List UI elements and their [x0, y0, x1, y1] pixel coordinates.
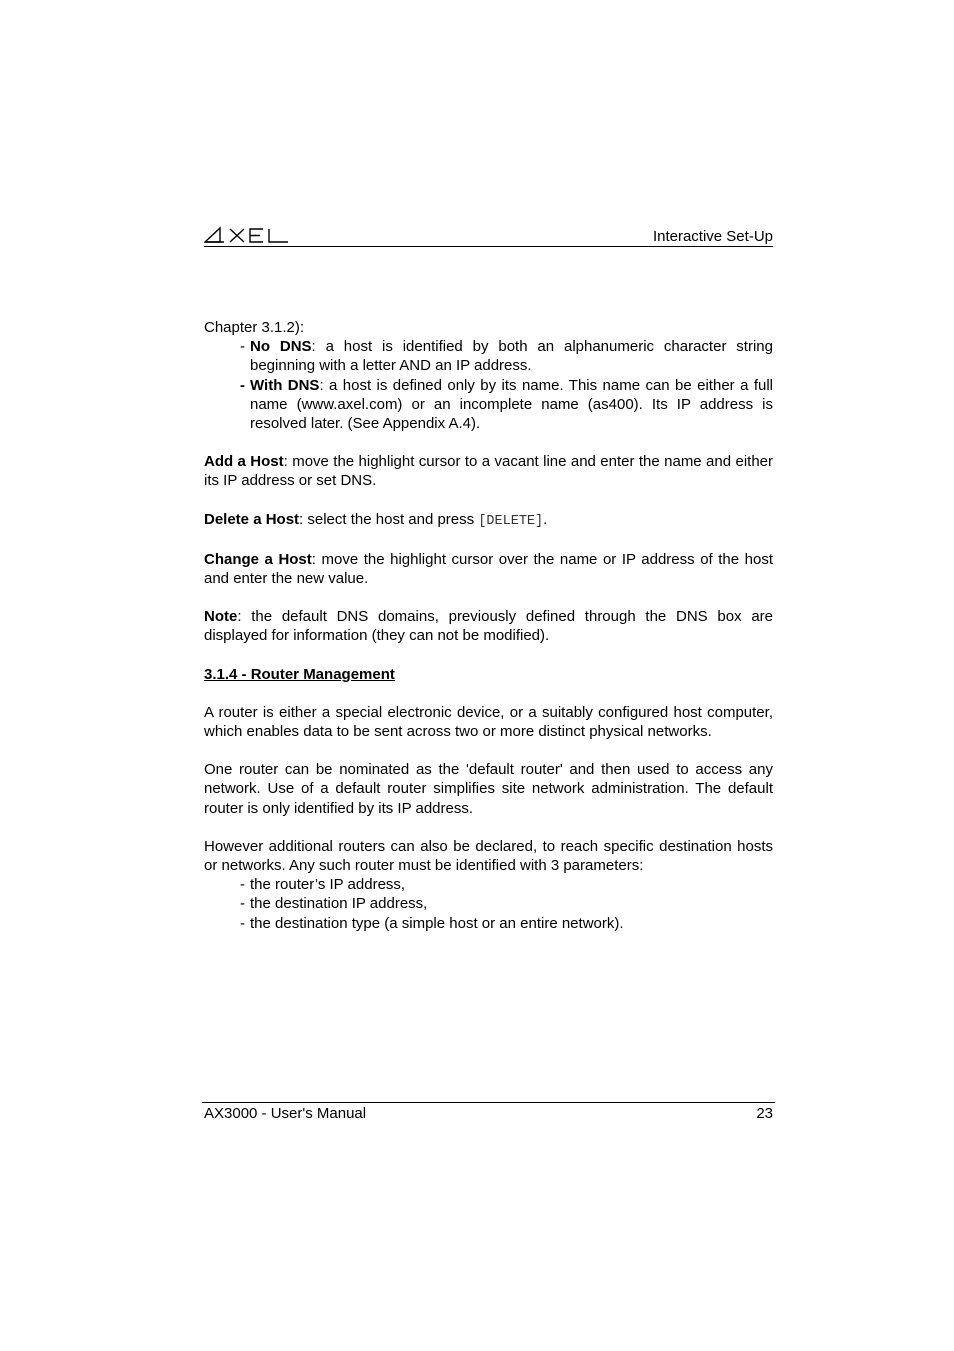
add-host-paragraph: Add a Host: move the highlight cursor to a vacant line and enter the name and either its IP address or set DNS. — [204, 453, 773, 490]
section-heading: 3.1.4 - Router Management — [204, 665, 395, 683]
page-number: 23 — [756, 1105, 773, 1122]
page-footer — [202, 1102, 775, 1125]
section-title: Interactive Set-Up — [652, 228, 773, 245]
list-item: - the destination type (a simple host or an entire network). — [240, 914, 624, 932]
additional-routers-paragraph: However additional routers can also be declared, to reach specific destination hosts or networks. Any such router must be identified with 3 parameters: — [204, 837, 773, 875]
page-header — [204, 224, 773, 247]
intro-text: Chapter 3.1.2): — [204, 319, 305, 336]
note-paragraph: Note: the default DNS domains, previously defined through the DNS box are displayed for information (they can not be modified). — [204, 608, 773, 645]
delete-host-paragraph: Delete a Host: select the host and press [DELETE]. — [204, 510, 548, 529]
manual-title: AX3000 - User's Manual — [204, 1105, 367, 1122]
axel-logo — [204, 226, 290, 244]
dns-options-list — [204, 337, 773, 433]
change-host-paragraph: Change a Host: move the highlight cursor over the name or IP address of the host and enter the new value. — [204, 550, 773, 588]
page-body — [204, 318, 773, 933]
delete-key: [DELETE] — [478, 513, 544, 529]
list-item: - the router’s IP address, — [240, 876, 406, 894]
list-item: - With DNS: a host is defined only by its name. This name can be either a full name (www.axel.com) or an incomplete name (as400). Its IP address is resolved later. (See Appendix A.4). — [240, 376, 773, 433]
default-router-paragraph: One router can be nominated as the 'default router' and then used to access any network. Use of a default router simplifies site network administration. The default router is only identified by its IP address. — [204, 761, 773, 817]
list-item: - No DNS: a host is identified by both an alphanumeric character string beginning with a letter AND an IP address. — [240, 338, 773, 375]
router-params-list — [204, 875, 773, 933]
router-intro-paragraph: A router is either a special electronic device, or a suitably configured host computer, which enables data to be sent across two or more distinct physical networks. — [204, 703, 773, 741]
list-item: - the destination IP address, — [240, 895, 428, 913]
